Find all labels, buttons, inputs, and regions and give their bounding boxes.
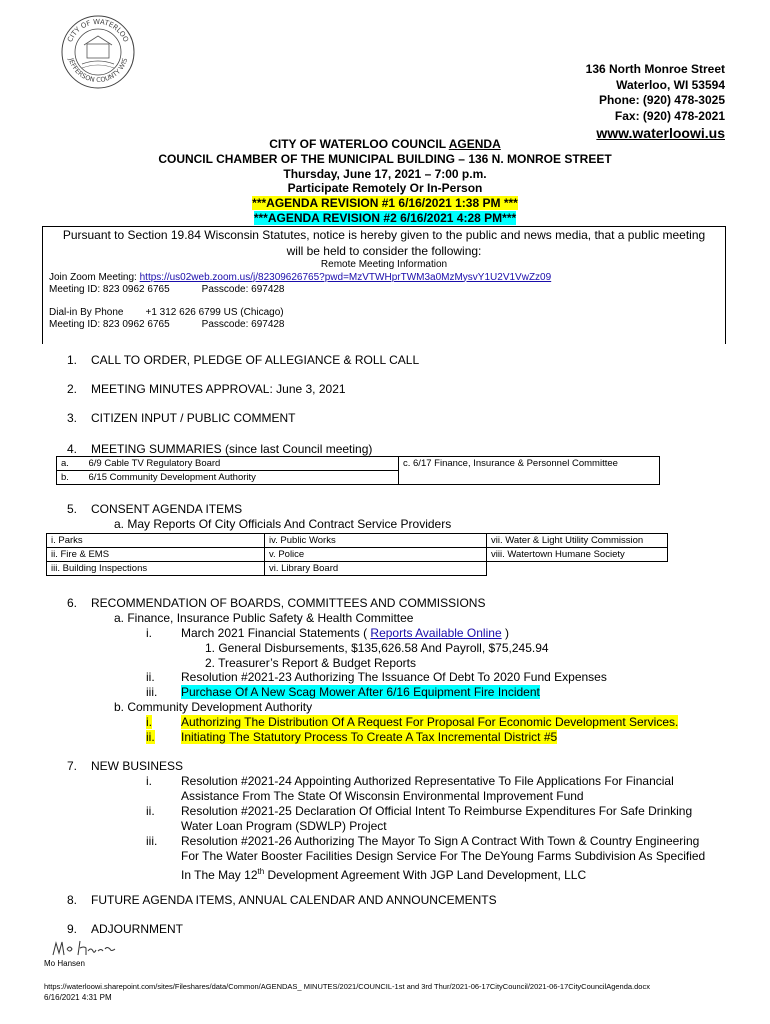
agenda-item-4: 4. MEETING SUMMARIES (since last Council meeting) xyxy=(67,442,373,456)
remote-meeting-heading: Remote Meeting Information xyxy=(320,259,448,270)
phone-number: Phone: (920) 478-3025 xyxy=(598,93,725,107)
website-link[interactable]: www.waterloowi.us xyxy=(596,125,725,141)
street-address: 136 North Monroe Street xyxy=(585,62,725,76)
table-row xyxy=(57,457,660,471)
recommend-sub-b: b. Community Development Authority xyxy=(114,700,313,714)
consent-cell: i. Parks xyxy=(47,534,265,548)
resolution-2021-26-line-1: Resolution #2021-26 Authorizing The Mayor To Sign A Contract With Town & Country Engineering xyxy=(181,834,700,848)
svg-text:CITY OF WATERLOO xyxy=(66,18,130,44)
resolution-2021-26-line-3: In The May 12th Development Agreement With JGP Land Development, LLC xyxy=(181,867,587,882)
agenda-item-5: 5. CONSENT AGENDA ITEMS xyxy=(67,502,243,516)
resolution-2021-25-line-1: Resolution #2021-25 Declaration Of Official Intent To Reimburse Expenditures For Safe Drinking xyxy=(181,804,693,818)
summary-a-label: a. xyxy=(57,457,85,471)
table-row xyxy=(47,548,668,562)
address-block xyxy=(586,62,725,142)
zoom-line: Join Zoom Meeting: https://us02web.zoom.us/j/82309626765?pwd=MzVTWHprTWM3a0MzMysvY1U2V1VwZz09 xyxy=(49,271,552,283)
seal-ring-top: CITY OF WATERLOO xyxy=(66,17,130,44)
agenda-title: CITY OF WATERLOO COUNCIL AGENDA xyxy=(269,137,501,151)
document-date: 6/16/2021 4:31 PM xyxy=(44,993,112,1002)
consent-reports-table xyxy=(46,533,668,576)
table-row xyxy=(47,562,668,576)
agenda-item-3: 3. CITIZEN INPUT / PUBLIC COMMENT xyxy=(67,411,296,425)
agenda-item-6: 6. RECOMMENDATION OF BOARDS, COMMITTEES AND COMMISSIONS xyxy=(67,596,486,610)
zoom-link[interactable]: https://us02web.zoom.us/j/82309626765?pwd=MzVTWHprTWM3a0MzMysvY1U2V1VwZz09 xyxy=(139,271,552,283)
agenda-item-9: 9. ADJOURNMENT xyxy=(67,922,183,936)
dial-in-line: Dial-in By Phone +1 312 626 6799 US (Chicago) xyxy=(49,306,284,318)
consent-cell: iii. Building Inspections xyxy=(47,562,265,576)
meeting-id-line: Meeting ID: 823 0962 6765 Passcode: 697428 xyxy=(49,284,285,295)
meeting-summaries-table xyxy=(56,456,660,485)
financial-statements-line: March 2021 Financial Statements ( Reports Available Online ) xyxy=(181,626,509,640)
summary-a-text: 6/9 Cable TV Regulatory Board xyxy=(85,457,399,471)
consent-sub-a: a. May Reports Of City Officials And Contract Service Providers xyxy=(114,517,452,531)
meeting-location: COUNCIL CHAMBER OF THE MUNICIPAL BUILDING – 136 N. MONROE STREET xyxy=(158,151,612,166)
summary-b-text: 6/15 Community Development Authority xyxy=(85,471,399,485)
agenda-item-1: 1. CALL TO ORDER, PLEDGE OF ALLEGIANCE & ROLL CALL xyxy=(67,353,420,367)
signature-handwriting xyxy=(50,937,120,959)
resolution-2021-24-line-1: Resolution #2021-24 Appointing Authorized Representative To File Applications For Financial xyxy=(181,774,674,788)
agenda-item-7: 7. NEW BUSINESS xyxy=(67,759,184,773)
participation-note: Participate Remotely Or In-Person xyxy=(287,181,483,196)
consent-cell: vi. Library Board xyxy=(265,562,487,576)
revision-2: ***AGENDA REVISION #2 6/16/2021 4:28 PM*** xyxy=(253,210,517,225)
summary-b-label: b. xyxy=(57,471,85,485)
general-disbursements-line: 1. General Disbursements, $135,626.58 And Payroll, $75,245.94 xyxy=(205,641,549,655)
consent-cell: vii. Water & Light Utility Commission xyxy=(487,534,668,548)
city-state-zip: Waterloo, WI 53594 xyxy=(616,77,725,92)
notice-intro-line-2: will be held to consider the following: xyxy=(286,244,482,258)
scag-mower-purchase: Purchase Of A New Scag Mower After 6/16 Equipment Fire Incident xyxy=(181,685,540,699)
resolution-2021-26-line-2: For The Water Booster Facilities Design Service For The DeYoung Farms Subdivision As Specified xyxy=(181,849,706,863)
meeting-date: Thursday, June 17, 2021 – 7:00 p.m. xyxy=(283,166,487,181)
resolution-2021-25-line-2: Water Loan Program (SDWLP) Project xyxy=(181,819,387,833)
rfp-economic-development: Authorizing The Distribution Of A Request For Proposal For Economic Development Services. xyxy=(181,715,679,729)
agenda-item-2: 2. MEETING MINUTES APPROVAL: June 3, 2021 xyxy=(67,382,346,396)
meeting-id-line-2: Meeting ID: 823 0962 6765 Passcode: 697428 xyxy=(49,319,285,330)
resolution-2021-23: Resolution #2021-23 Authorizing The Issuance Of Debt To 2020 Fund Expenses xyxy=(181,670,607,684)
resolution-2021-24-line-2: Assistance From The State Of Wisconsin Environmental Improvement Fund xyxy=(181,789,584,803)
notice-intro-line-1: Pursuant to Section 19.84 Wisconsin Statutes, notice is hereby given to the public and news media, that a public meeting xyxy=(62,228,706,242)
treasurer-report-line: 2. Treasurer’s Report & Budget Reports xyxy=(205,656,416,670)
consent-cell: iv. Public Works xyxy=(265,534,487,548)
signer-name: Mo Hansen xyxy=(44,959,85,968)
city-seal-logo xyxy=(60,14,136,90)
revision-1: ***AGENDA REVISION #1 6/16/2021 1:38 PM *** xyxy=(252,196,518,211)
agenda-header xyxy=(0,137,770,226)
reports-online-link[interactable]: Reports Available Online xyxy=(370,626,502,640)
seal-ring-bottom: JEFFERSON COUNTY WIS xyxy=(66,57,130,85)
meeting-notice-box xyxy=(42,226,726,344)
consent-cell-empty xyxy=(487,562,668,576)
recommend-sub-a: a. Finance, Insurance Public Safety & Health Committee xyxy=(114,611,414,625)
consent-cell: v. Police xyxy=(265,548,487,562)
table-row xyxy=(47,534,668,548)
fax-number: Fax: (920) 478-2021 xyxy=(614,108,725,123)
agenda-item-8: 8. FUTURE AGENDA ITEMS, ANNUAL CALENDAR AND ANNOUNCEMENTS xyxy=(67,893,497,907)
consent-cell: ii. Fire & EMS xyxy=(47,548,265,562)
summary-c-text: c. 6/17 Finance, Insurance & Personnel Committee xyxy=(399,457,660,485)
document-path: https://waterloowi.sharepoint.com/sites/Fileshares/data/Common/AGENDAS_ MINUTES/2021/COUNCIL-1st and 3rd Thur/2021-06-17CityCouncil/2021-06-17CityCouncilAgenda.docx xyxy=(44,982,650,991)
tax-incremental-district-5: Initiating The Statutory Process To Create A Tax Incremental District #5 xyxy=(181,730,558,744)
consent-cell: viii. Watertown Humane Society xyxy=(487,548,668,562)
